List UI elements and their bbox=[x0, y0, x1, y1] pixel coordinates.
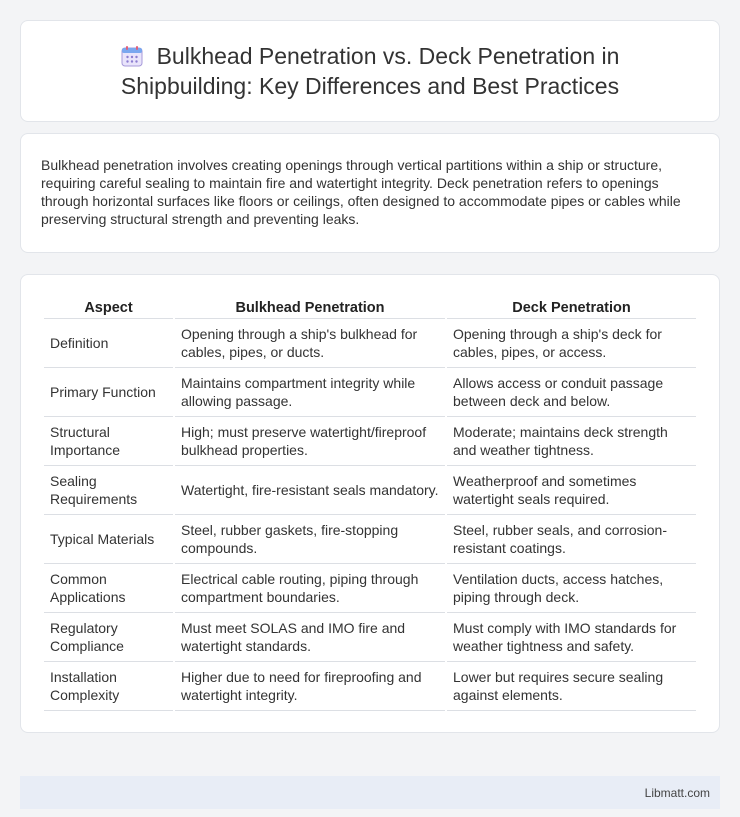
table-row bbox=[44, 515, 696, 564]
summary-card bbox=[20, 133, 720, 253]
deck-cell: Opening through a ship's deck for cables, pipes, or access. bbox=[447, 319, 696, 368]
table-row bbox=[44, 319, 696, 368]
table-row bbox=[44, 564, 696, 613]
deck-cell: Allows access or conduit passage between deck and below. bbox=[447, 368, 696, 417]
header-aspect: Aspect bbox=[44, 297, 173, 319]
aspect-cell: Sealing Requirements bbox=[44, 466, 173, 515]
table-row bbox=[44, 662, 696, 711]
deck-cell: Moderate; maintains deck strength and weather tightness. bbox=[447, 417, 696, 466]
header-deck: Deck Penetration bbox=[447, 297, 696, 319]
bulkhead-cell: Must meet SOLAS and IMO fire and watertight standards. bbox=[175, 613, 445, 662]
aspect-cell: Definition bbox=[44, 319, 173, 368]
bulkhead-cell: High; must preserve watertight/fireproof bulkhead properties. bbox=[175, 417, 445, 466]
aspect-cell: Installation Complexity bbox=[44, 662, 173, 711]
title-card bbox=[20, 20, 720, 122]
table-row bbox=[44, 417, 696, 466]
aspect-cell: Common Applications bbox=[44, 564, 173, 613]
header-bulkhead: Bulkhead Penetration bbox=[175, 297, 445, 319]
bulkhead-cell: Maintains compartment integrity while allowing passage. bbox=[175, 368, 445, 417]
deck-cell: Must comply with IMO standards for weather tightness and safety. bbox=[447, 613, 696, 662]
bulkhead-cell: Opening through a ship's bulkhead for cables, pipes, or ducts. bbox=[175, 319, 445, 368]
deck-cell: Steel, rubber seals, and corrosion-resistant coatings. bbox=[447, 515, 696, 564]
summary-text: Bulkhead penetration involves creating openings through vertical partitions within a ship or structure, requiring careful sealing to maintain fire and watertight integrity. Deck penetration refers to openings through horizontal surfaces like floors or ceilings, often designed to accommodate pipes or cables while preserving structural strength and preventing leaks. bbox=[41, 157, 681, 227]
page-title-text: Bulkhead Penetration vs. Deck Penetration in Shipbuilding: Key Differences and Best Practices bbox=[120, 43, 620, 99]
comparison-table bbox=[42, 297, 698, 711]
aspect-cell: Typical Materials bbox=[44, 515, 173, 564]
footer-site-link[interactable]: Libmatt.com bbox=[644, 785, 710, 800]
aspect-cell: Structural Importance bbox=[44, 417, 173, 466]
comparison-table-card bbox=[20, 274, 720, 733]
deck-cell: Weatherproof and sometimes watertight seals required. bbox=[447, 466, 696, 515]
table-row bbox=[44, 613, 696, 662]
table-row bbox=[44, 466, 696, 515]
bulkhead-cell: Higher due to need for fireproofing and watertight integrity. bbox=[175, 662, 445, 711]
bulkhead-cell: Steel, rubber gaskets, fire-stopping compounds. bbox=[175, 515, 445, 564]
bulkhead-cell: Watertight, fire-resistant seals mandatory. bbox=[175, 466, 445, 515]
aspect-cell: Primary Function bbox=[44, 368, 173, 417]
page-title bbox=[61, 41, 679, 101]
footer bbox=[20, 776, 720, 809]
aspect-cell: Regulatory Compliance bbox=[44, 613, 173, 662]
deck-cell: Lower but requires secure sealing against elements. bbox=[447, 662, 696, 711]
table-header-row bbox=[44, 297, 696, 319]
deck-cell: Ventilation ducts, access hatches, piping through deck. bbox=[447, 564, 696, 613]
table-row bbox=[44, 368, 696, 417]
bulkhead-cell: Electrical cable routing, piping through compartment boundaries. bbox=[175, 564, 445, 613]
calendar-icon bbox=[121, 45, 143, 67]
